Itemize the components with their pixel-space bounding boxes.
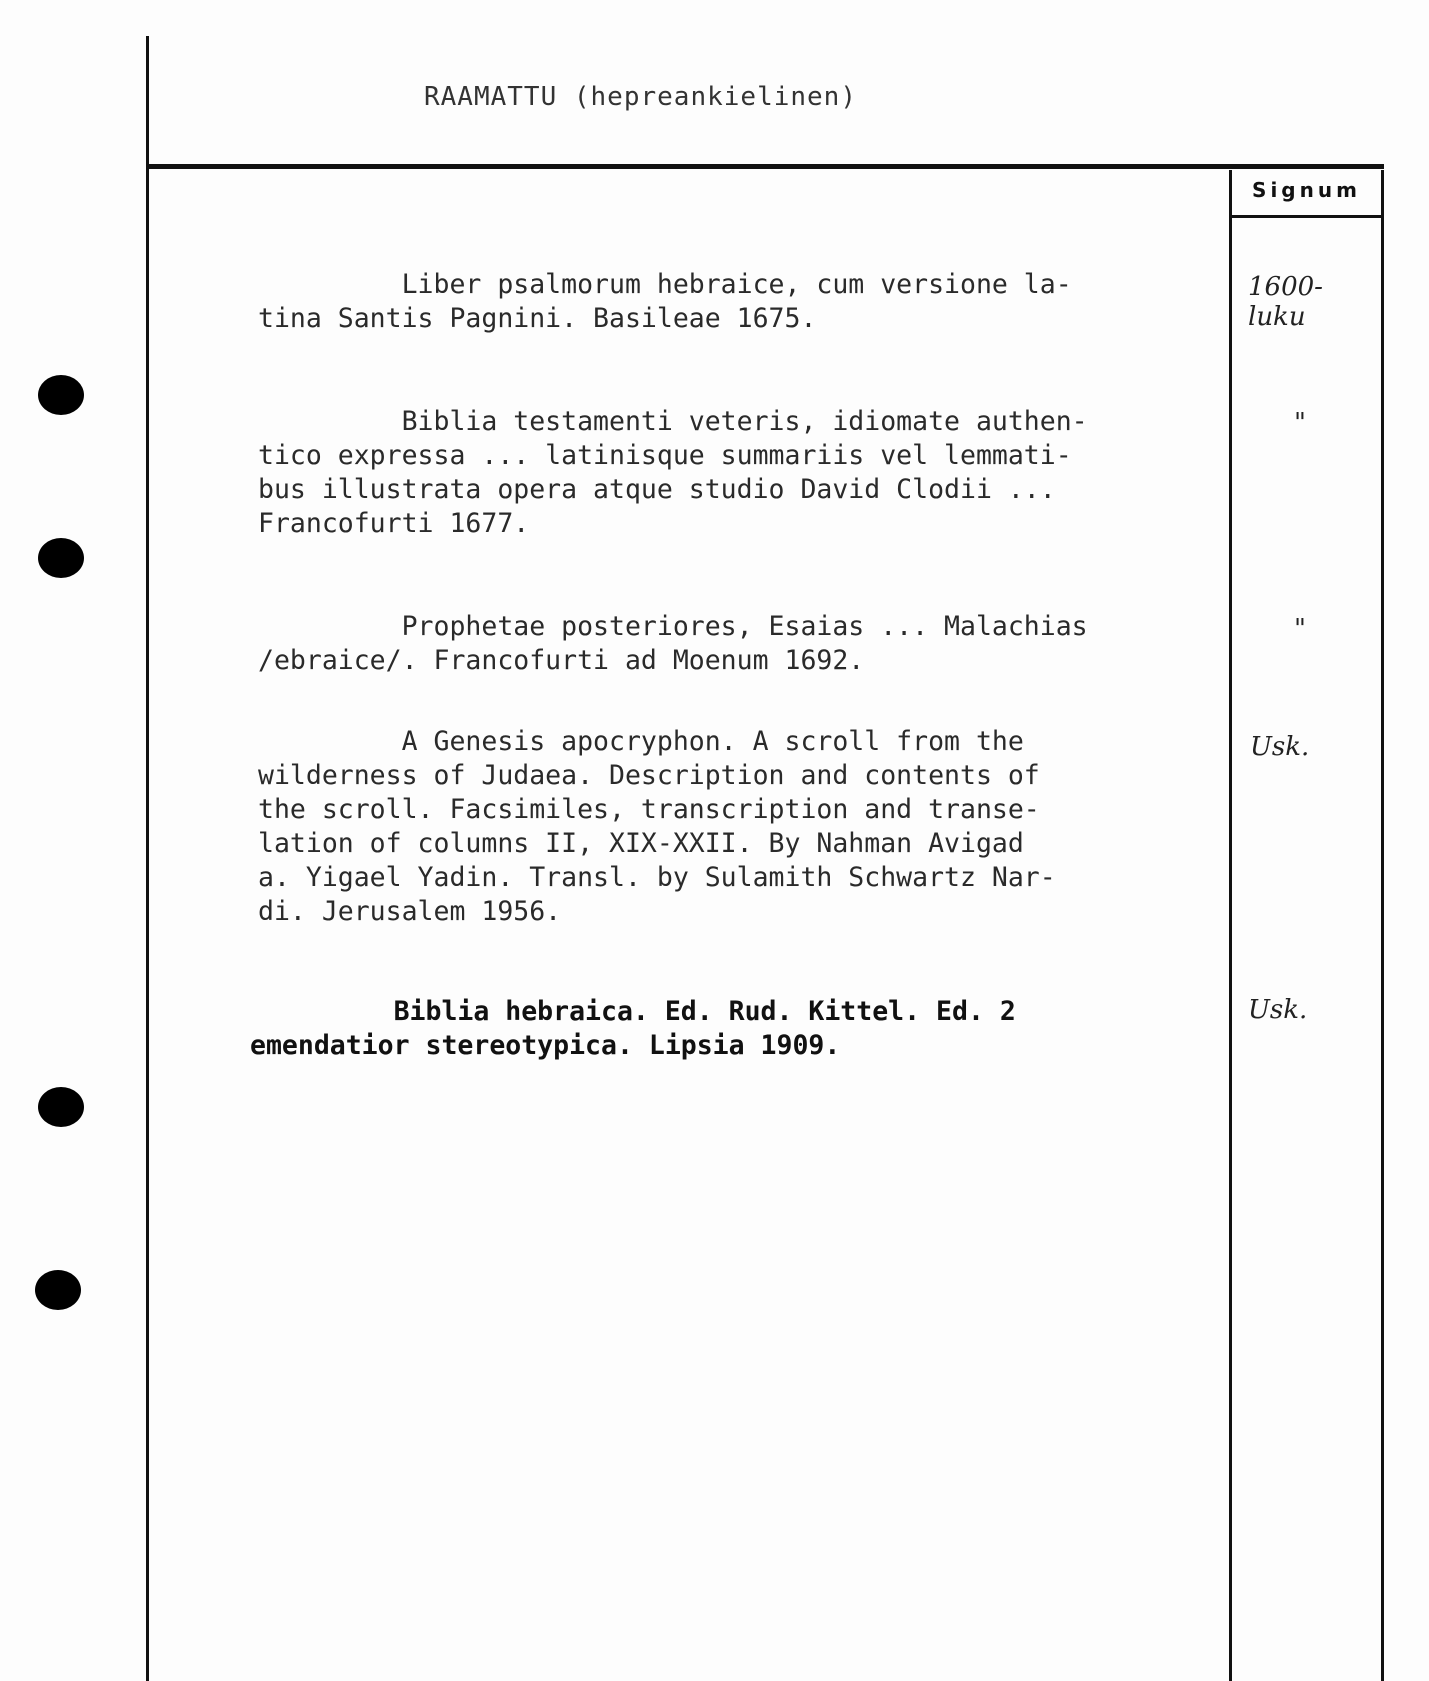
signum-column-rule [1229, 170, 1232, 1681]
left-margin-rule [146, 36, 149, 1681]
entry-5-signum: Usk. [1248, 995, 1308, 1025]
card-heading: RAAMATTU (hepreankielinen) [424, 82, 857, 112]
punch-hole [38, 1087, 84, 1127]
entry-1-text: Liber psalmorum hebraice, cum versione la- tina Santis Pagnini. Basileae 1675. [258, 269, 1072, 334]
entry-2-signum: " [1294, 408, 1306, 438]
punch-hole [38, 538, 84, 578]
punch-hole [38, 375, 84, 415]
entry-2-text: Biblia testamenti veteris, idiomate authen- tico expressa ... latinisque summariis vel lemmati- bus illustrata opera atque studio David Clodii ... Francofurti 1677. [258, 406, 1088, 539]
entry-1-signum: 1600- luku [1248, 272, 1323, 332]
entry-3-signum: " [1294, 614, 1306, 644]
punch-hole [35, 1270, 81, 1310]
signum-header-rule [1229, 215, 1384, 218]
right-border-rule [1381, 170, 1384, 1681]
header-rule [146, 164, 1384, 169]
entry-4-signum: Usk. [1250, 732, 1310, 762]
entry-4-text: A Genesis apocryphon. A scroll from the wilderness of Judaea. Description and contents of the scroll. Facsimiles, transcription and transe- lation of columns II, XIX-XXII. By Nahman Avigad a. Yigael Yadin. Transl. by Sulamith Schwartz Nar- di. Jerusalem 1956. [258, 726, 1056, 927]
entry-5-text: Biblia hebraica. Ed. Rud. Kittel. Ed. 2 emendatior stereotypica. Lipsia 1909. [250, 996, 1016, 1061]
signum-label: Signum [1252, 178, 1361, 202]
entry-3-text: Prophetae posteriores, Esaias ... Malachias /ebraice/. Francofurti ad Moenum 1692. [258, 611, 1088, 676]
